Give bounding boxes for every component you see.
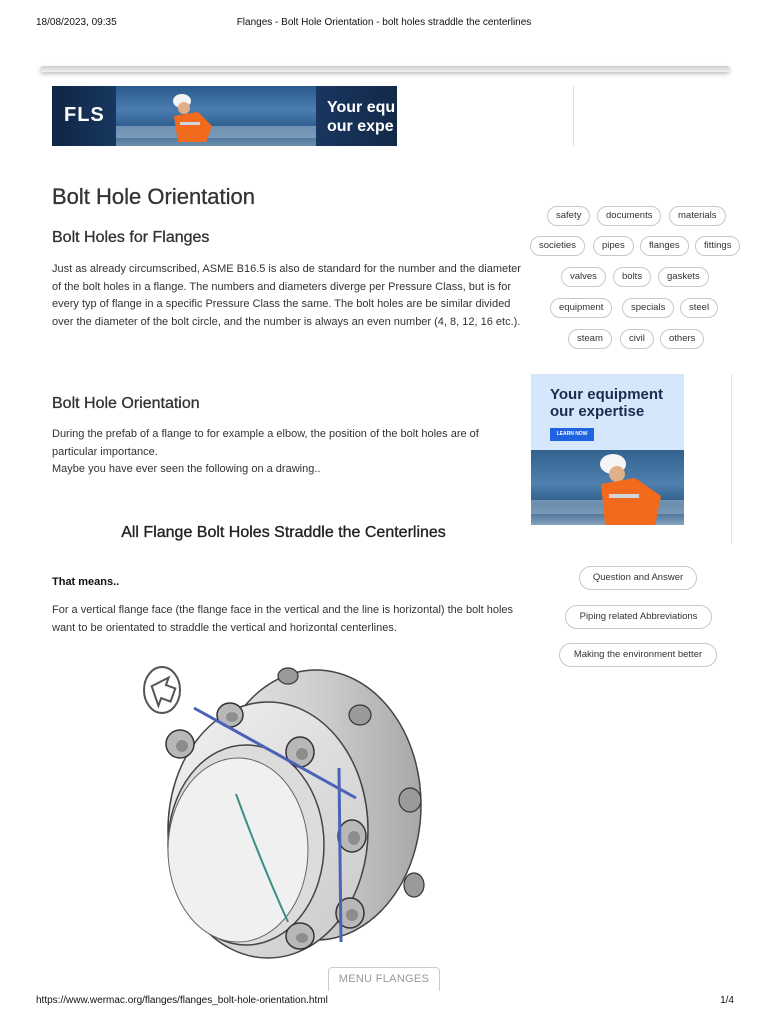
tag-steam[interactable]: steam [568,329,612,349]
tag-materials[interactable]: materials [669,206,726,226]
tag-bolts[interactable]: bolts [613,267,651,287]
means-label: That means.. [52,576,120,588]
sidebar-ad-photo [531,450,684,525]
link-environment[interactable]: Making the environment better [559,643,717,667]
tag-flanges[interactable]: flanges [640,236,689,256]
straddle-paragraph: For a vertical flange face (the flange face in the vertical and the line is horizontal) the bolt holes want to be orientated to straddle the vertical and horizontal centerlines. [52,604,514,634]
ad-banner[interactable] [52,86,397,146]
ad-photo [116,86,316,146]
print-page-number: 1/4 [720,995,734,1006]
page-title: Bolt Hole Orientation [52,184,255,209]
tag-fittings[interactable]: fittings [695,236,740,256]
sidebar-divider [731,374,732,544]
arrow-icon [144,667,180,713]
tag-equipment[interactable]: equipment [550,298,612,318]
link-question-answer[interactable]: Question and Answer [579,566,697,590]
header-bar [40,66,730,72]
sidebar-ad-headline: Your equipment our expertise [550,386,664,420]
tag-others[interactable]: others [660,329,704,349]
tag-safety[interactable]: safety [547,206,590,226]
tag-specials[interactable]: specials [622,298,674,318]
print-datetime: 18/08/2023, 09:35 [36,17,117,28]
tag-societies[interactable]: societies [530,236,585,256]
section-heading-orientation: Bolt Hole Orientation [52,395,200,412]
worker-image [168,92,214,144]
section-paragraph-bolt-holes: Just as already circumscribed, ASME B16.5 is also de standard for the number and the diameter of the bolt holes in a flange. The numbers and diameters diverge per Pressure Class, but is for every typ of flange in a specific Pressure Class the same. The bolt holes are be similar divided over the diameter of the bolt circle, and the number is always an even number (4, 8, 12, 16 etc.). [52,263,521,328]
tag-gaskets[interactable]: gaskets [658,267,709,287]
ad-tagline: Your equ our expe [327,99,396,135]
flange-figure [138,660,438,960]
ad-logo: FLS [64,104,105,126]
tag-documents[interactable]: documents [597,206,661,226]
section-paragraph-orientation: During the prefab of a flange to for example a elbow, the position of the bolt holes are of particular importance. [52,428,479,458]
print-header [0,17,768,31]
tag-civil[interactable]: civil [620,329,654,349]
menu-flanges-button[interactable]: MENU FLANGES [328,967,440,991]
tag-steel[interactable]: steel [680,298,718,318]
section-heading-bolt-holes: Bolt Holes for Flanges [52,229,210,246]
straddle-heading: All Flange Bolt Holes Straddle the Centerlines [121,524,446,541]
print-title: Flanges - Bolt Hole Orientation - bolt holes straddle the centerlines [236,17,532,28]
tag-valves[interactable]: valves [561,267,606,287]
sidebar-ad[interactable] [531,374,684,525]
divider [573,86,574,146]
tag-pipes[interactable]: pipes [593,236,634,256]
learn-now-button[interactable]: LEARN NOW [550,428,594,441]
tag-cloud [528,206,734,351]
print-url: https://www.wermac.org/flanges/flanges_bolt-hole-orientation.html [36,995,328,1006]
section-paragraph-drawing: Maybe you have ever seen the following on a drawing.. [52,463,321,475]
print-footer [0,995,768,1009]
link-piping-abbreviations[interactable]: Piping related Abbreviations [565,605,712,629]
